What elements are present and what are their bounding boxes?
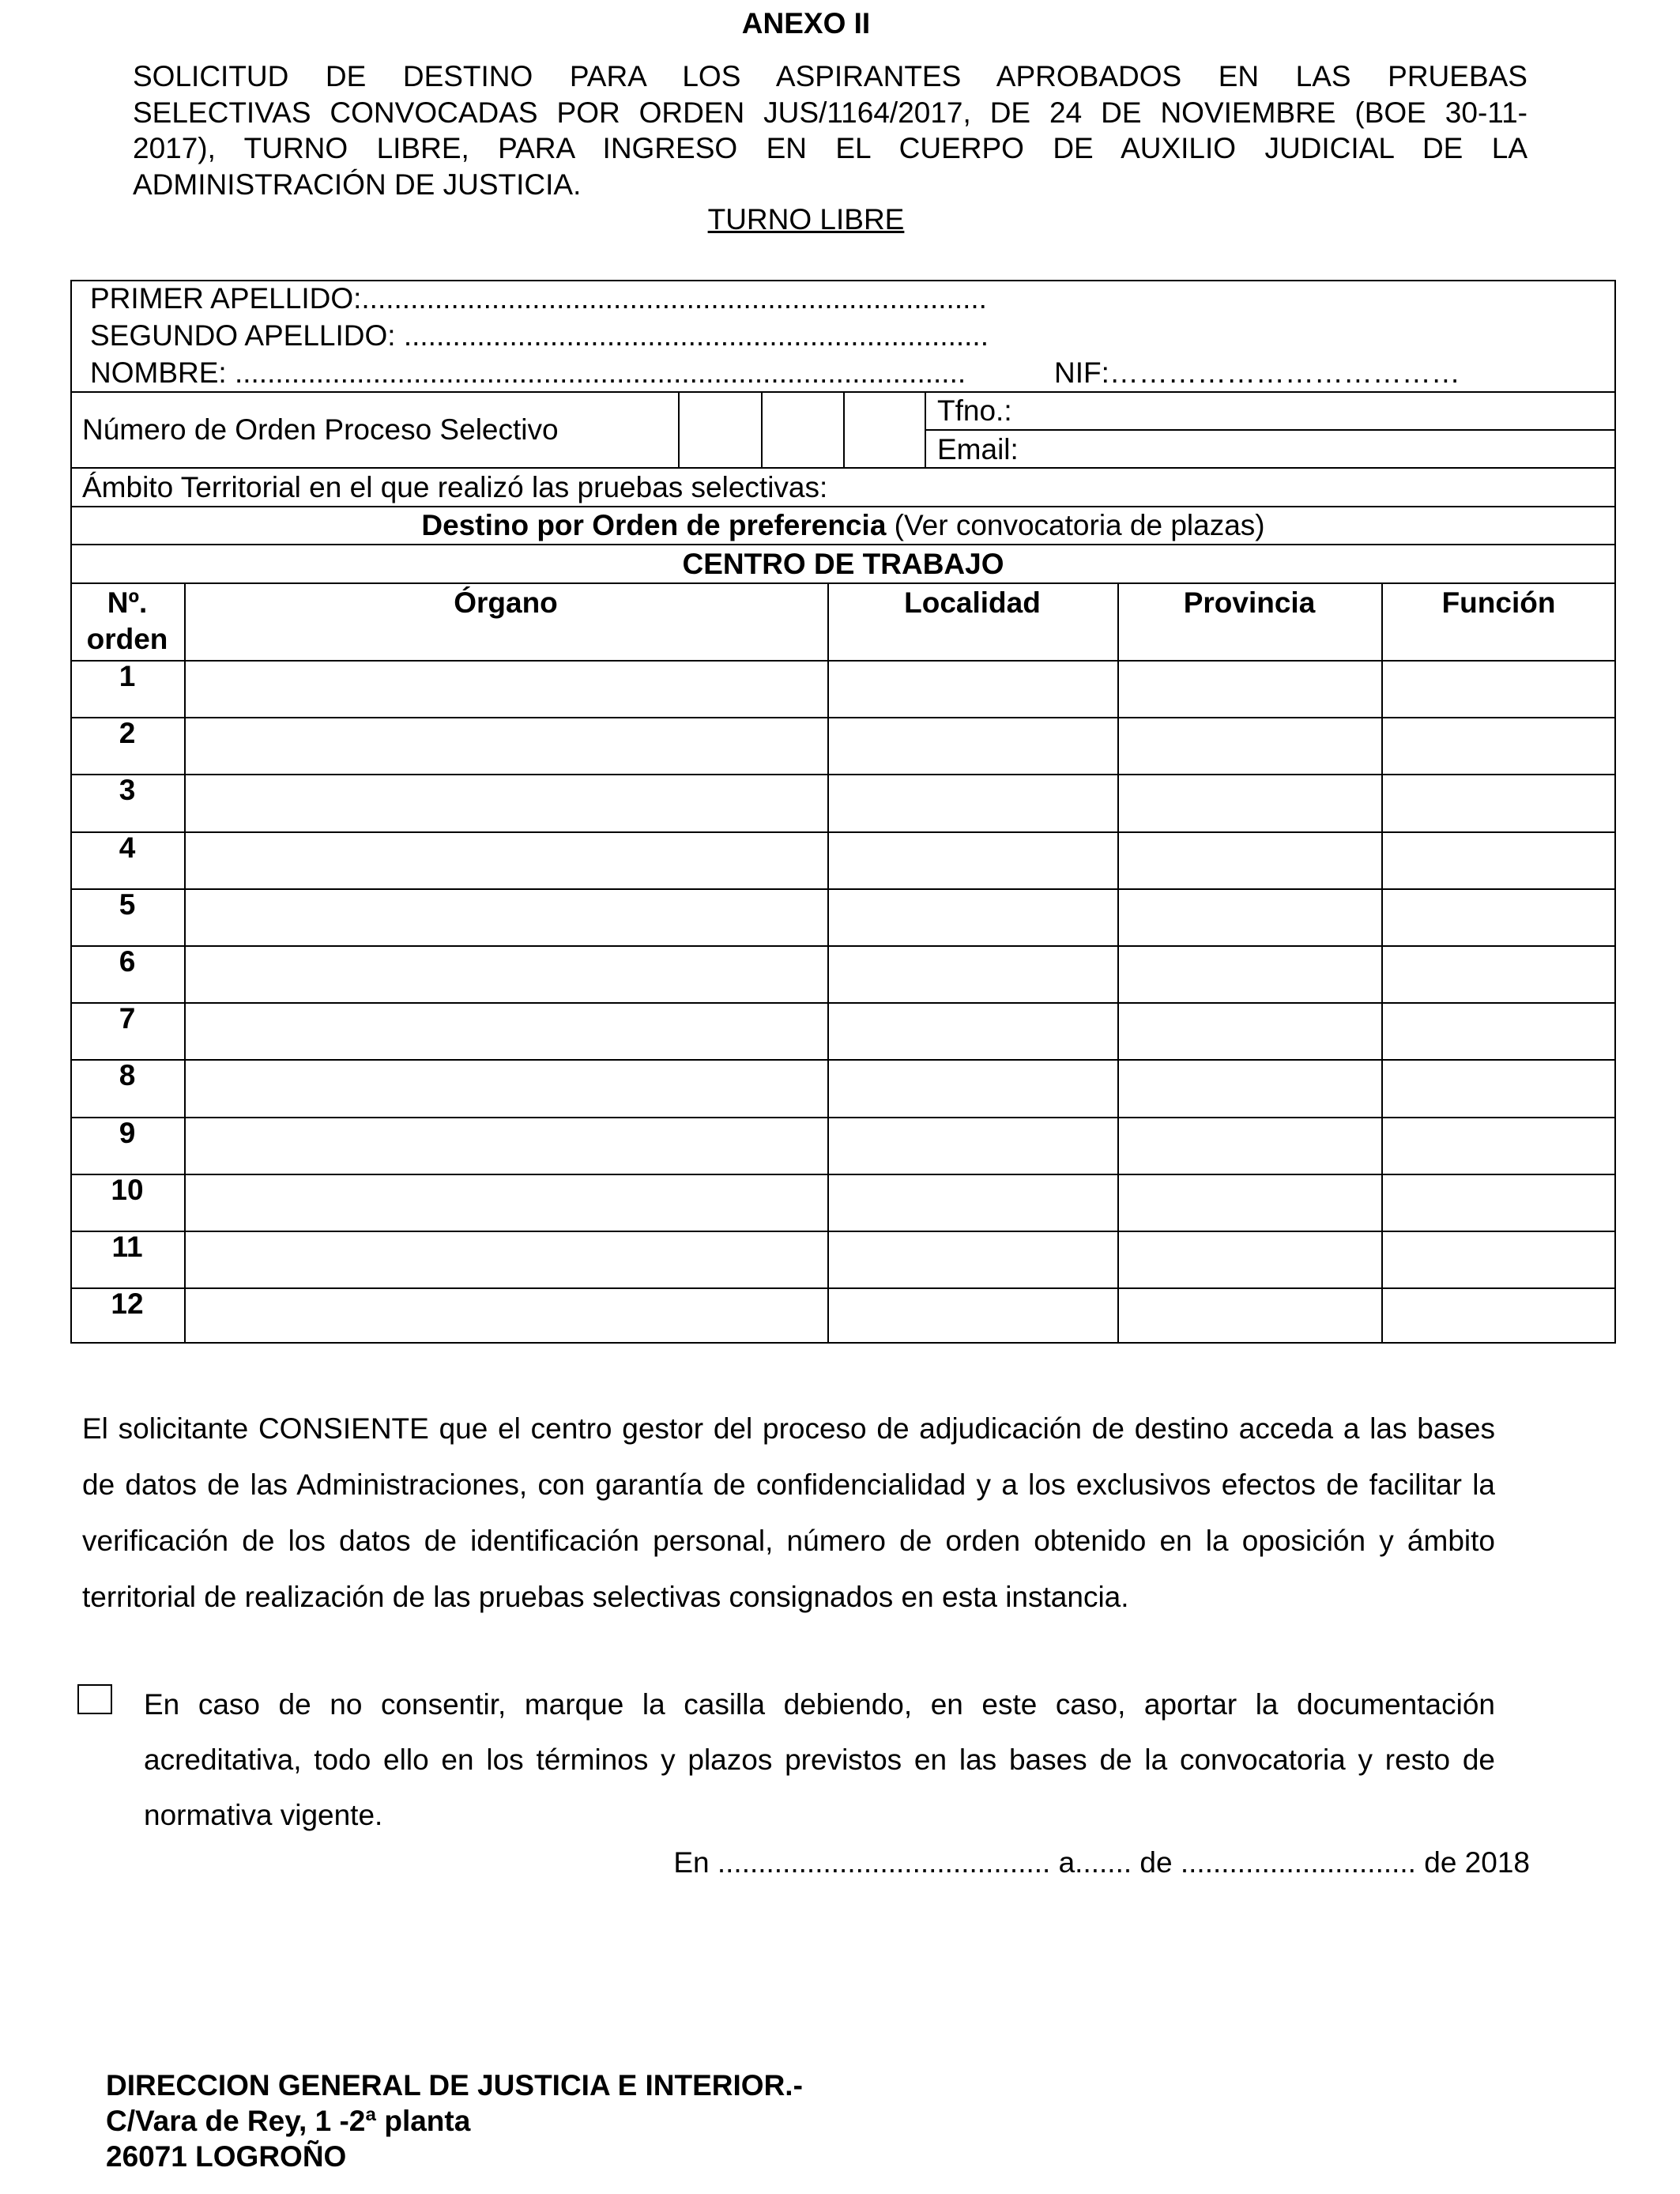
header-no-line1: Nº. [107,586,148,619]
header-funcion: Función [1441,586,1556,619]
row-number: 11 [111,1231,143,1263]
cell-organo[interactable] [186,1118,827,1174]
cell-localidad[interactable] [829,662,1117,717]
numero-orden-box-1[interactable] [680,393,761,467]
footer-line-2: C/Vara de Rey, 1 -2ª planta [106,2105,471,2137]
row-number: 3 [119,774,136,806]
footer-address [106,2068,803,2174]
cell-localidad[interactable] [829,775,1117,831]
cell-provincia[interactable] [1119,1118,1381,1174]
cell-provincia[interactable] [1119,1175,1381,1231]
nif-field[interactable]: NIF:……………………………… [1054,356,1460,389]
cell-localidad[interactable] [829,1289,1117,1344]
date-place-line[interactable]: En ......................................... a....... de ............................. de 2018 [673,1846,1530,1879]
cell-provincia[interactable] [1119,833,1381,888]
row-number: 5 [119,888,136,921]
cell-funcion[interactable] [1383,1004,1616,1059]
cell-organo[interactable] [186,1232,827,1287]
cell-funcion[interactable] [1383,833,1616,888]
cell-funcion[interactable] [1383,662,1616,717]
cell-organo[interactable] [186,833,827,888]
cell-organo[interactable] [186,1004,827,1059]
cell-organo[interactable] [186,1175,827,1231]
header-organo: Órgano [454,586,558,619]
cell-localidad[interactable] [829,833,1117,888]
row-number: 12 [111,1287,144,1320]
primer-apellido-field[interactable]: PRIMER APELLIDO:............................................................................. [90,282,987,315]
cell-organo[interactable] [186,1061,827,1116]
destino-bold-text: Destino por Orden de preferencia [421,509,887,541]
turno-libre-label [0,202,1612,237]
destino-normal-text: (Ver convocatoria de plazas) [886,509,1265,541]
centro-trabajo-label: CENTRO DE TRABAJO [682,548,1004,580]
email-field[interactable]: Email: [937,433,1019,466]
cell-provincia[interactable] [1119,1004,1381,1059]
cell-funcion[interactable] [1383,1175,1616,1231]
row-number: 2 [119,717,136,749]
header-no-line2: orden [86,623,168,655]
cell-provincia[interactable] [1119,1289,1381,1344]
row-number: 1 [119,660,136,692]
intro-line-2: SELECTIVAS CONVOCADAS POR ORDEN JUS/1164/2017, DE 24 DE NOVIEMBRE (BOE 30-11- [133,96,1527,129]
cell-funcion[interactable] [1383,1289,1616,1344]
ambito-territorial-field[interactable]: Ámbito Territorial en el que realizó las pruebas selectivas: [82,471,828,503]
cell-provincia[interactable] [1119,1061,1381,1116]
row-number: 8 [119,1059,136,1091]
header-no-orden [70,585,184,658]
cell-organo[interactable] [186,662,827,717]
nombre-field[interactable]: NOMBRE: .......................................................................................... [90,356,966,389]
cell-funcion[interactable] [1383,1061,1616,1116]
cell-localidad[interactable] [829,1175,1117,1231]
row-number: 4 [119,831,136,864]
cell-funcion[interactable] [1383,1118,1616,1174]
cell-localidad[interactable] [829,890,1117,945]
row-number: 7 [119,1002,136,1035]
cell-organo[interactable] [186,947,827,1002]
no-consent-text: En caso de no consentir, marque la casilla debiendo, en este caso, aportar la documentación acreditativa, todo ello en los términos y plazos previstos en las bases de la convocatoria y resto de normativa vigente. [144,1688,1495,1831]
segundo-apellido-field[interactable]: SEGUNDO APELLIDO: ........................................................................ [90,319,989,352]
cell-funcion[interactable] [1383,890,1616,945]
numero-orden-box-3[interactable] [845,393,925,467]
row-number: 9 [119,1117,136,1149]
cell-localidad[interactable] [829,1061,1117,1116]
header-localidad: Localidad [904,586,1041,619]
header-provincia: Provincia [1183,586,1316,619]
destino-preferencia-label [70,507,1616,544]
intro-paragraph [133,58,1527,202]
turno-libre-text: TURNO LIBRE [707,203,905,236]
annex-title: ANEXO II [741,7,871,40]
intro-line-4: ADMINISTRACIÓN DE JUSTICIA. [133,168,582,201]
cell-localidad[interactable] [829,1118,1117,1174]
row-number: 6 [119,945,136,978]
cell-funcion[interactable] [1383,947,1616,1002]
cell-organo[interactable] [186,1289,827,1344]
cell-organo[interactable] [186,890,827,945]
cell-provincia[interactable] [1119,1232,1381,1287]
cell-funcion[interactable] [1383,775,1616,831]
cell-organo[interactable] [186,775,827,831]
cell-provincia[interactable] [1119,718,1381,774]
cell-provincia[interactable] [1119,947,1381,1002]
tfno-field[interactable]: Tfno.: [937,394,1012,427]
cell-provincia[interactable] [1119,890,1381,945]
footer-line-1: DIRECCION GENERAL DE JUSTICIA E INTERIOR.- [106,2069,803,2102]
cell-provincia[interactable] [1119,662,1381,717]
no-consent-checkbox[interactable] [77,1684,112,1714]
cell-localidad[interactable] [829,1004,1117,1059]
cell-funcion[interactable] [1383,718,1616,774]
numero-orden-label: Número de Orden Proceso Selectivo [82,413,559,446]
row-number: 10 [111,1174,144,1206]
cell-provincia[interactable] [1119,775,1381,831]
cell-localidad[interactable] [829,1232,1117,1287]
cell-funcion[interactable] [1383,1232,1616,1287]
cell-organo[interactable] [186,718,827,774]
cell-localidad[interactable] [829,718,1117,774]
numero-orden-box-2[interactable] [763,393,843,467]
intro-line-3: 2017), TURNO LIBRE, PARA INGRESO EN EL CUERPO DE AUXILIO JUDICIAL DE LA [133,132,1527,164]
footer-line-3: 26071 LOGROÑO [106,2140,347,2173]
intro-line-1: SOLICITUD DE DESTINO PARA LOS ASPIRANTES APROBADOS EN LAS PRUEBAS [133,60,1527,92]
cell-localidad[interactable] [829,947,1117,1002]
consent-paragraph: El solicitante CONSIENTE que el centro gestor del proceso de adjudicación de destino acceda a las bases de datos de las Administraciones, con garantía de confidencialidad y a los exclusivos efectos de facilitar la verificación de los datos de identificación personal, número de orden obtenido en la oposición y ámbito territorial de realización de las pruebas selectivas consignados en esta instancia. [82,1412,1495,1613]
